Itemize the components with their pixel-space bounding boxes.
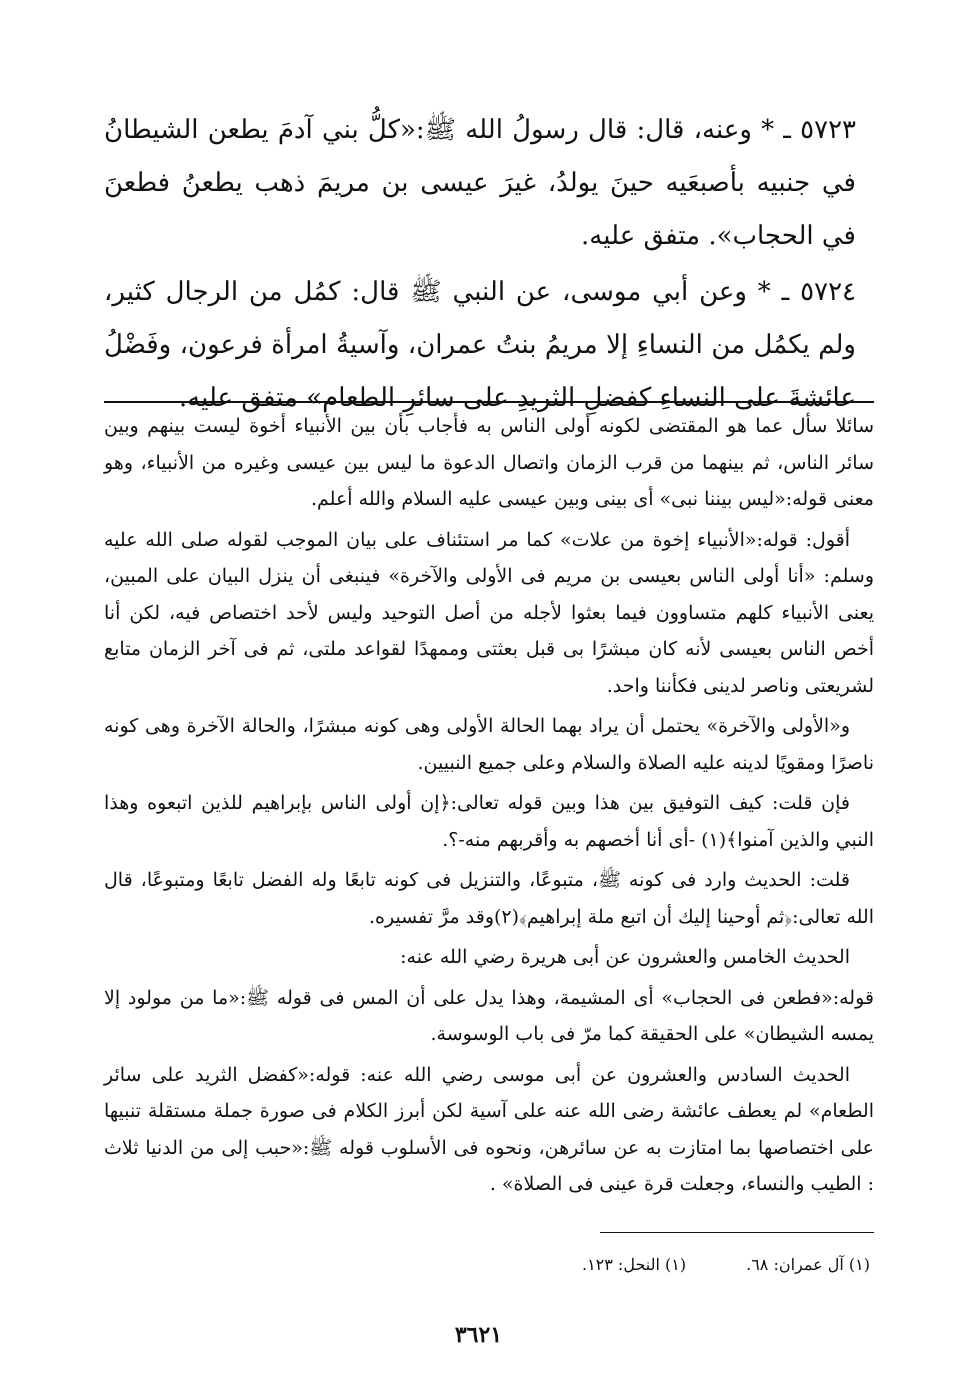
footnote: (١) آل عمران: ٦٨. xyxy=(746,1255,870,1274)
commentary-paragraph: فإن قلت: كيف التوفيق بين هذا وبين قوله تعالى:﴿إن أولى الناس بإبراهيم للذين اتبعوه وهذا النبي والذين آمنوا﴾(١) -أى أنا أخصهم به وأقربهم منه-؟. xyxy=(104,792,874,851)
hadith-5723: ٥٧٢٣ ـ * وعنه، قال: قال رسولُ الله ﷺ:«كلُّ بني آدمَ يطعن الشيطانُ في جنبيه بأصبعَيه حينَ يولدُ، غيرَ عيسى بن مريمَ ذهب يطعنُ فطعنَ في الحجاب». متفق عليه. xyxy=(104,115,856,251)
commentary-paragraph: و«الأولى والآخرة» يحتمل أن يراد بهما الحالة الأولى وهى كونه مبشرًا، والحالة الآخرة وهى كونه ناصرًا ومقويًا لدينه عليه الصلاة والسلام وعلى جميع النبيين. xyxy=(104,715,874,774)
commentary-paragraph: الحديث السادس والعشرون عن أبى موسى رضي الله عنه: قوله:«كفضل الثريد على سائر الطعام» لم يعطف عائشة رضى الله عنه على آسية لكن أبرز الكلام فى صورة جملة مستقلة تنبيها على اختصاصها بما امتازت به عن سائرهن، ونحوه فى الأسلوب قوله ﷺ:«حبب إلى من الدنيا ثلاث : الطيب والنساء، وجعلت قرة عينى فى الصلاة» . xyxy=(104,1063,874,1195)
commentary-paragraph: سائلا سأل عما هو المقتضى لكونه أولى الناس به فأجاب بأن بين الأنبياء أخوة ليست بينهم وبين سائر الناس، ثم بينهما من قرب الزمان واتصال الدعوة ما ليس بين عيسى وغيره من الأنبياء، وهو معنى قوله:«ليس بيننا نبى» أى بينى وبين عيسى عليه السلام والله أعلم. xyxy=(104,415,874,510)
section-divider xyxy=(104,401,874,403)
footnote: (١) النحل: ١٢٣. xyxy=(581,1255,687,1274)
commentary-heading: الحديث الخامس والعشرون عن أبى هريرة رضي الله عنه: xyxy=(400,946,850,968)
commentary-paragraph: قوله:«فطعن فى الحجاب» أى المشيمة، وهذا يدل على أن المس فى قوله ﷺ:«ما من مولود إلا يمسه الشيطان» على الحقيقة كما مرّ فى باب الوسوسة. xyxy=(104,986,874,1045)
hadith-5724: ٥٧٢٤ ـ * وعن أبي موسى، عن النبي ﷺ قال: كمُل من الرجال كثير، ولم يكمُل من النساءِ إلا مريمُ بنتُ عمران، وآسيةُ امرأة فرعون، وفَضْلُ عائشةَ على النساءِ كفضلِ الثريدِ على سائرِ الطعام» متفق عليه. xyxy=(104,277,856,413)
commentary-paragraph: قلت: الحديث وارد فى كونه ﷺ، متبوعًا، والتنزيل فى كونه تابعًا وله الفضل تابعًا ومتبوعًا، قال الله تعالى:﴿ثم أوحينا إليك أن اتبع ملة إبراهيم﴾(٢)وقد مرَّ تفسيره. xyxy=(104,869,874,928)
commentary-paragraph: أقول: قوله:«الأنبياء إخوة من علات» كما مر استئناف على بيان الموجب لقوله صلى الله عليه وسلم: «أنا أولى الناس بعيسى بن مريم فى الأولى والآخرة» فينبغى أن ينزل البيان على المبين، يعنى الأنبياء كلهم متساوون فيما بعثوا لأجله من أصل التوحيد وليس لأحد اختصاص فيه، لكن أنا أخص الناس بعيسى لأنه كان مبشرًا بى قبل بعثتى وممهدًا لقواعد ملتى، ثم فى آخر الزمان متابع لشريعتى وناصر لدينى فكأننا واحد. xyxy=(104,528,874,697)
footnotes xyxy=(470,1252,870,1278)
commentary-block xyxy=(104,408,874,1207)
footnote-divider xyxy=(600,1232,874,1233)
page-number: ٣٦٢١ xyxy=(454,1322,503,1348)
